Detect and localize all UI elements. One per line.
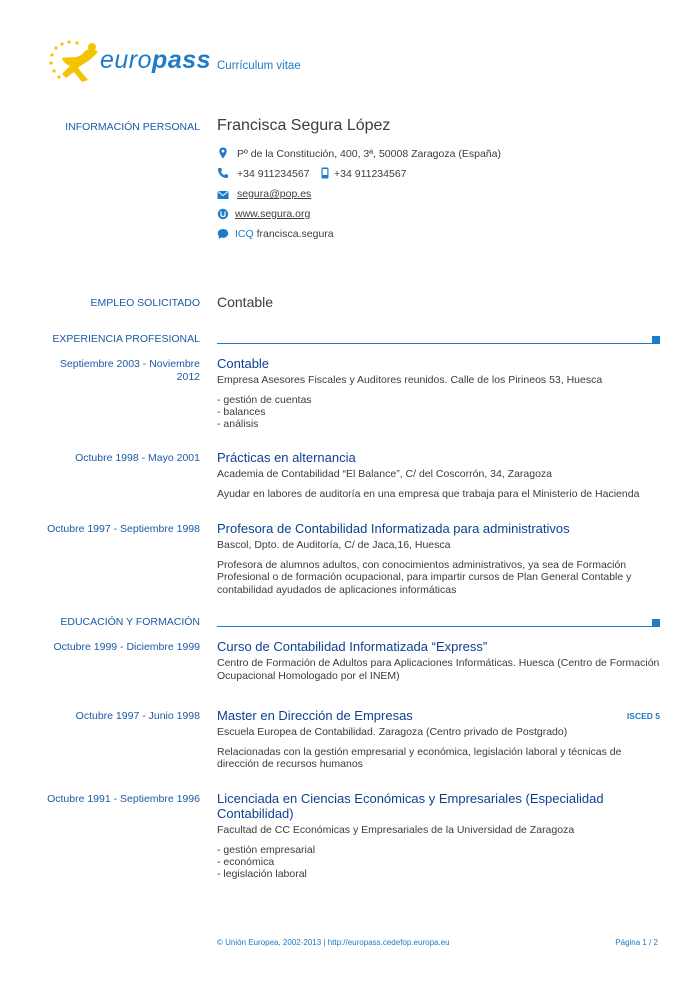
exp-description: Profesora de alumnos adultos, con conocimientos administrativos, ya sea de Formación Profesional o de formación ocupacional, para impartir cursos de Plan General Contable y contabilidad ayudados de aplicaciones informáticas bbox=[217, 558, 632, 596]
exp-entry bbox=[217, 521, 662, 596]
exp-title: Prácticas en alternancia bbox=[217, 450, 356, 465]
list-item: - balances bbox=[217, 405, 266, 418]
mobile-text: +34 911234567 bbox=[334, 168, 407, 180]
exp-title: Contable bbox=[217, 356, 270, 371]
person-name: Francisca Segura López bbox=[217, 117, 391, 134]
isced-level-badge: ISCED 5 bbox=[626, 711, 660, 721]
edu-organisation: Facultad de CC Económicas y Empresariales de la Universidad de Zaragoza bbox=[217, 824, 575, 836]
edu-entry bbox=[217, 708, 662, 771]
edu-organisation: Centro de Formación de Adultos para Aplicaciones Informáticas. Huesca (Centro de Formación Ocupacional Homologado por el INEM) bbox=[217, 657, 660, 682]
phone-icon bbox=[217, 167, 229, 179]
list-item: - legislación laboral bbox=[217, 868, 307, 881]
edu-description: Relacionadas con la gestión empresarial y económica, legislación laboral y técnicas de dirección de recursos humanos bbox=[217, 745, 622, 770]
edu-bullets bbox=[217, 844, 662, 881]
list-item: - gestión empresarial bbox=[217, 843, 316, 856]
list-item: - económica bbox=[217, 855, 275, 868]
edu-title: Curso de Contabilidad Informatizada “Express” bbox=[217, 639, 488, 654]
email-link[interactable]: segura@pop.es bbox=[237, 188, 312, 200]
edu-title: Licenciada en Ciencias Económicas y Empresariales (Especialidad Contabilidad) bbox=[217, 791, 604, 821]
edu-date: Octubre 1999 - Diciembre 1999 bbox=[53, 641, 200, 653]
exp-employer: Academia de Contabilidad “El Balance”, C/ del Coscorrón, 34, Zaragoza bbox=[217, 468, 553, 480]
europass-logo bbox=[48, 38, 212, 86]
im-value: francisca.segura bbox=[256, 228, 334, 240]
logo-pass: pass bbox=[152, 46, 212, 74]
exp-date-line1: Septiembre 2003 - Noviembre bbox=[59, 358, 200, 370]
exp-entry bbox=[217, 450, 662, 500]
section-label-experience: EXPERIENCIA PROFESIONAL bbox=[52, 333, 200, 345]
exp-date: Octubre 1997 - Septiembre 1998 bbox=[47, 523, 200, 535]
edu-entry bbox=[217, 791, 662, 880]
exp-entry bbox=[217, 356, 662, 430]
list-item: - análisis bbox=[217, 418, 259, 431]
footer-page-number: Página 1 / 2 bbox=[615, 938, 658, 947]
logo-euro: euro bbox=[100, 46, 153, 74]
location-pin-icon bbox=[217, 147, 229, 159]
edu-date: Octubre 1991 - Septiembre 1996 bbox=[47, 793, 200, 805]
chat-icon bbox=[217, 228, 229, 240]
phone-text: +34 911234567 bbox=[237, 168, 310, 180]
address-text: Pº de la Constitución, 400, 3ª, 50008 Zaragoza (España) bbox=[237, 148, 501, 160]
section-label-job: EMPLEO SOLICITADO bbox=[90, 297, 200, 309]
exp-employer: Empresa Asesores Fiscales y Auditores reunidos. Calle de los Pirineos 53, Huesca bbox=[217, 374, 603, 386]
section-square-experience bbox=[652, 336, 660, 344]
exp-description: Ayudar en labores de auditoría en una empresa que trabaja para el Ministerio de Hacienda bbox=[217, 487, 640, 500]
exp-date-line2: 2012 bbox=[176, 370, 200, 383]
im-label: ICQ bbox=[235, 228, 254, 240]
website-link[interactable]: www.segura.org bbox=[235, 208, 311, 220]
website-icon bbox=[217, 208, 229, 220]
edu-organisation: Escuela Europea de Contabilidad. Zaragoza (Centro privado de Postgrado) bbox=[217, 726, 568, 738]
email-icon bbox=[217, 189, 229, 201]
footer-copyright[interactable]: © Unión Europea, 2002-2013 | http://europass.cedefop.europa.eu bbox=[217, 938, 450, 947]
section-square-education bbox=[652, 619, 660, 627]
section-label-education: EDUCACIÓN Y FORMACIÓN bbox=[60, 616, 200, 628]
doc-title: Currículum vitae bbox=[217, 60, 301, 72]
section-label-personal: INFORMACIÓN PERSONAL bbox=[65, 121, 200, 133]
section-rule-experience bbox=[217, 343, 652, 344]
section-rule-education bbox=[217, 626, 652, 627]
edu-date: Octubre 1997 - Junio 1998 bbox=[75, 710, 200, 722]
edu-title: Master en Dirección de Empresas bbox=[217, 708, 413, 723]
exp-employer: Bascol, Dpto. de Auditoría, C/ de Jaca,16, Huesca bbox=[217, 539, 451, 551]
job-value: Contable bbox=[217, 294, 274, 310]
exp-title: Profesora de Contabilidad Informatizada para administrativos bbox=[217, 521, 570, 536]
exp-bullets bbox=[217, 394, 662, 431]
list-item: - gestión de cuentas bbox=[217, 393, 312, 406]
edu-entry bbox=[217, 639, 662, 682]
exp-date bbox=[60, 358, 200, 383]
exp-date: Octubre 1998 - Mayo 2001 bbox=[75, 452, 200, 464]
mobile-icon bbox=[320, 167, 330, 179]
